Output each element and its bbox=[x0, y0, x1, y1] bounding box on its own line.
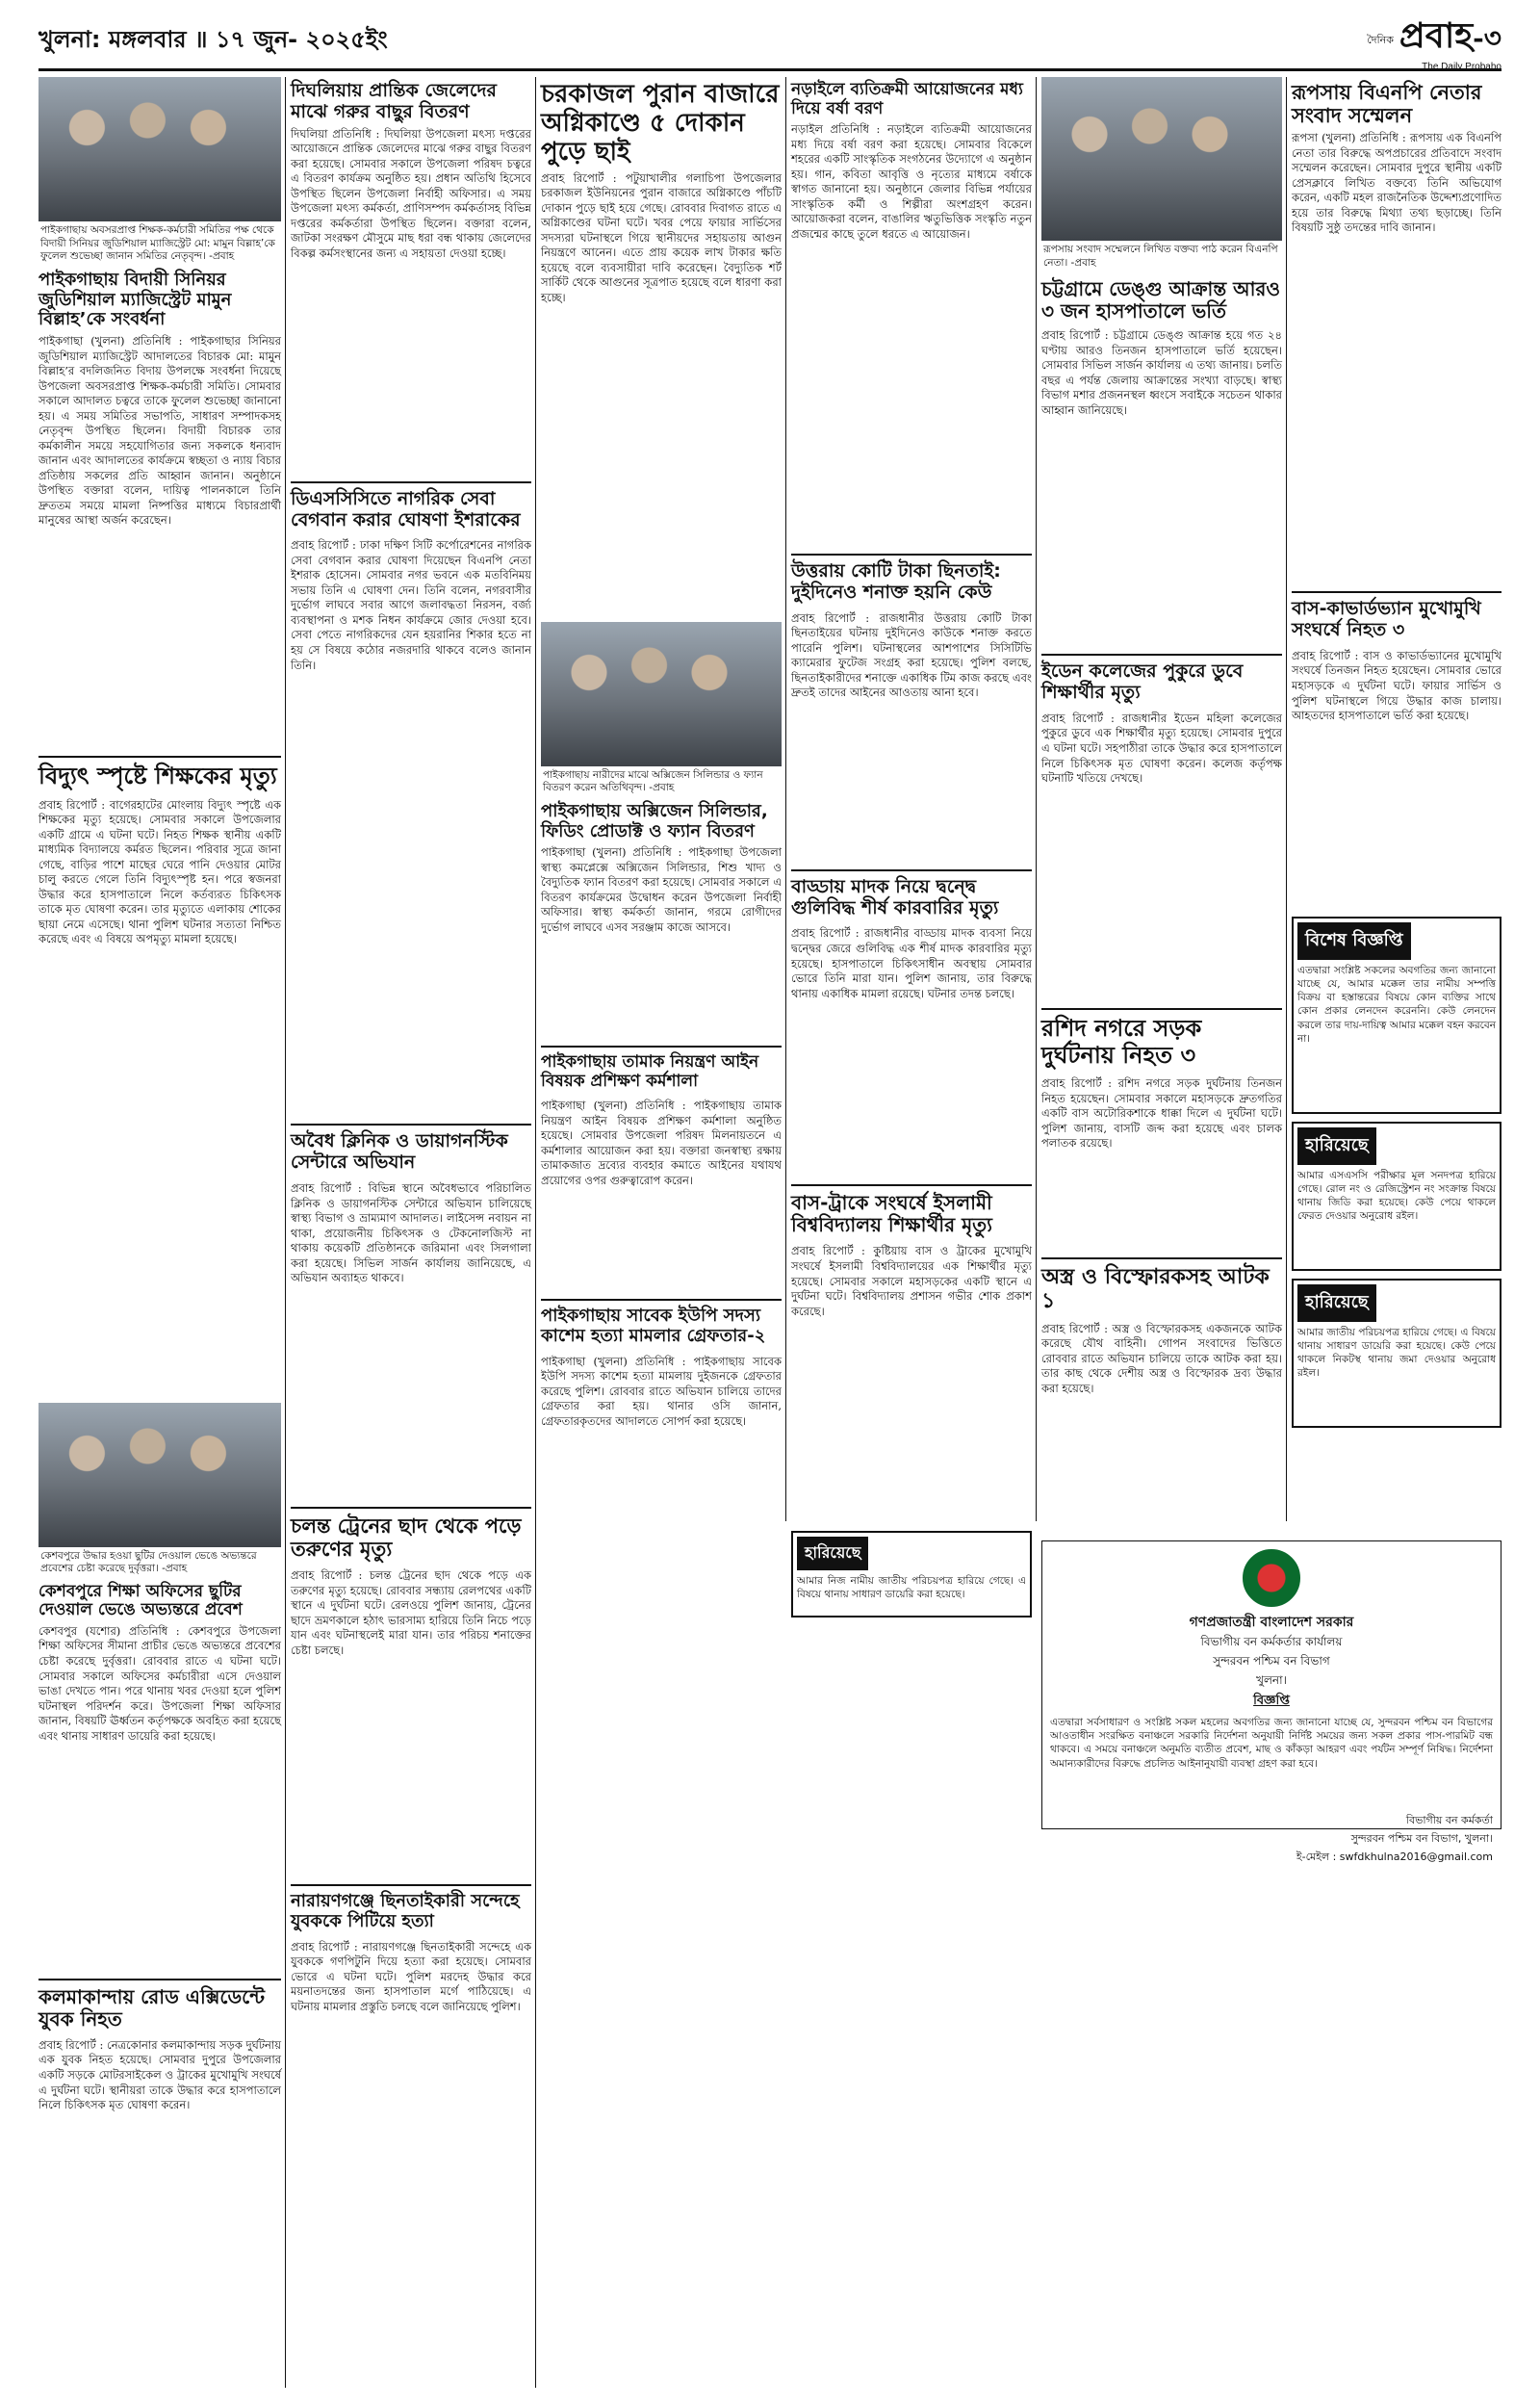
news-photo bbox=[541, 622, 782, 766]
article-body: প্রবাহ রিপোর্ট : ঢাকা দক্ষিণ সিটি কর্পোরেশনের নাগরিক সেবা বেগবান করার ঘোষণা দিয়েছেন বিএনপি নেতা ইশরাক হোসেন। সোমবার নগর ভবনে এক মতবিনিময় সভায় তিনি এ ঘোষণা দেন। তিনি বলেন, নগরবাসীর দুর্ভোগ লাঘবে সবার আগে জলাবদ্ধতা নিরসন, বর্জ্য ব্যবস্থাপনা ও মশক নিধন কার্যক্রমে জোর দেওয়া হবে। সেবা পেতে নাগরিকদের যেন হয়রানির শিকার হতে না হয় সে বিষয়ে কঠোর নজরদারি থাকবে বলেও জানান তিনি। bbox=[291, 538, 531, 672]
column-1 bbox=[38, 77, 281, 2388]
news-photo bbox=[1041, 77, 1282, 241]
govt-notice bbox=[1041, 1540, 1502, 1863]
headline: পাইকগাছায় অক্সিজেন সিলিন্ডার, ফিডিং প্রোডাক্ট ও ফ্যান বিতরণ bbox=[541, 800, 768, 841]
bangladesh-emblem-icon bbox=[1243, 1549, 1300, 1607]
headline: দিঘলিয়ায় প্রান্তিক জেলেদের মাঝে গরুর বাছুর বিতরণ bbox=[291, 80, 497, 122]
notice-heading: বিজ্ঞপ্তি bbox=[1253, 1694, 1290, 1708]
headline: পাইকগাছায় সাবেক ইউপি সদস্য কাশেম হত্যা মামলার গ্রেফতার-২ bbox=[541, 1299, 782, 1346]
signatory-name: বিভাগীয় বন কর্মকর্তা bbox=[1405, 1814, 1493, 1826]
headline: নারায়ণগঞ্জে ছিনতাইকারী সন্দেহে যুবককে পিটিয়ে হত্যা bbox=[291, 1884, 531, 1931]
article-body: প্রবাহ রিপোর্ট : রাজধানীর বাড্ডায় মাদক ব্যবসা নিয়ে দ্বন্দ্বের জেরে গুলিবিদ্ধ এক শীর্ষ মাদক কারবারির মৃত্যু হয়েছে। হাসপাতালে চিকিৎসাধীন অবস্থায় সোমবার ভোরে তিনি মারা যান। পুলিশ জানায়, তার বিরুদ্ধে থানায় একাধিক মামলা রয়েছে। ঘটনার তদন্ত চলছে। bbox=[791, 926, 1032, 1000]
headline: কলমাকান্দায় রোড এক্সিডেন্টে যুবক নিহত bbox=[38, 1979, 281, 2031]
headline: অবৈধ ক্লিনিক ও ডায়াগনস্টিক সেন্টারে অভিযান bbox=[291, 1124, 531, 1174]
issue-date: খুলনা: মঙ্গলবার ॥ ১৭ জুন- ২০২৫ইং bbox=[38, 25, 388, 53]
column-3 bbox=[541, 77, 782, 1521]
notice-body: আমার নিজ নামীয় জাতীয় পরিচয়পত্র হারিয়ে গেছে। এ বিষয়ে থানায় সাধারণ ডায়েরি করা হয়েছে। bbox=[797, 1575, 1026, 1601]
headline: কেশবপুরে শিক্ষা অফিসের ছুটির দেওয়াল ভেঙে অভ্যন্তরে প্রবেশ bbox=[38, 1581, 243, 1620]
headline: ইডেন কলেজের পুকুরে ডুবে শিক্ষার্থীর মৃত্যু bbox=[1041, 654, 1282, 704]
headline: রশিদ নগরে সড়ক দুর্ঘটনায় নিহত ৩ bbox=[1041, 1008, 1282, 1069]
article-body: কেশবপুর (যশোর) প্রতিনিধি : কেশবপুরে উপজেলা শিক্ষা অফিসের সীমানা প্রাচীর ভেঙে অভ্যন্তরে প্রবেশের চেষ্টা করেছে দুর্বৃত্তরা। রোববার রাতে এ ঘটনা ঘটে। সোমবার সকালে অফিসের কর্মচারীরা এসে দেওয়াল ভাঙা দেখতে পান। পরে থানায় খবর দেওয়া হলে পুলিশ ঘটনাস্থল পরিদর্শন করে। উপজেলা শিক্ষা অফিসার জানান, বিষয়টি ঊর্ধ্বতন কর্তৃপক্ষকে অবহিত করা হয়েছে এবং থানায় সাধারণ ডায়েরি করা হয়েছে। bbox=[38, 1623, 282, 1743]
masthead bbox=[38, 13, 1502, 71]
notice-body: এতদ্বারা সর্বসাধারণ ও সংশ্লিষ্ট সকল মহলের অবগতির জন্য জানানো যাচ্ছে যে, সুন্দরবন পশ্চিম বন বিভাগের আওতাধীন সংরক্ষিত বনাঞ্চলে সরকারি নির্দেশনা অনুযায়ী নির্দিষ্ট সময়ের জন্য সকল প্রকার পাস-পারমিট বন্ধ থাকবে। এ সময়ে বনাঞ্চলে অনুমতি ব্যতীত প্রবেশ, মাছ ও কাঁকড়া আহরণ এবং পর্যটন সম্পূর্ণ নিষিদ্ধ। নির্দেশনা অমান্যকারীদের বিরুদ্ধে প্রচলিত আইনানুযায়ী ব্যবস্থা গ্রহণ করা হবে। bbox=[1050, 1717, 1493, 1770]
news-photo bbox=[38, 1403, 281, 1547]
special-notice bbox=[1292, 917, 1502, 1114]
headline: বিদ্যুৎ স্পৃষ্টে শিক্ষকের মৃত্যু bbox=[38, 756, 281, 790]
article-body: রূপসা (খুলনা) প্রতিনিধি : রূপসায় এক বিএনপি নেতা তার বিরুদ্ধে অপপ্রচারের প্রতিবাদে সংবাদ সম্মেলন করেছেন। সোমবার দুপুরে স্থানীয় একটি প্রেসক্লাবে লিখিত বক্তব্যে তিনি অভিযোগ করেন, একটি মহল রাজনৈতিক উদ্দেশ্যপ্রণোদিত হয়ে তার বিরুদ্ধে মিথ্যা তথ্য ছড়াচ্ছে। তিনি বিষয়টি সুষ্ঠু তদন্তের দাবি জানান। bbox=[1292, 131, 1502, 235]
notice-body: আমার জাতীয় পরিচয়পত্র হারিয়ে গেছে। এ বিষয়ে থানায় সাধারণ ডায়েরি করা হয়েছে। কেউ পেয়ে থাকলে নিকটস্থ থানায় জমা দেওয়ার অনুরোধ রইল। bbox=[1297, 1326, 1496, 1380]
photo-caption: কেশবপুরে উদ্ধার হওয়া ছুটির দেওয়াল ভেঙে অভ্যন্তরে প্রবেশের চেষ্টা করেছে দুর্বৃত্তরা। -প্রবাহ bbox=[40, 1549, 257, 1575]
signatory bbox=[1050, 1812, 1493, 1867]
lost-notice bbox=[1292, 1122, 1502, 1271]
column-rule bbox=[535, 77, 536, 2388]
contact-email: ই-মেইল : swfdkhulna2016@gmail.com bbox=[1296, 1851, 1493, 1863]
column-5 bbox=[1041, 77, 1282, 1521]
notice-title: বিশেষ বিজ্ঞপ্তি bbox=[1297, 922, 1411, 960]
article-body: পাইকগাছা (খুলনা) প্রতিনিধি : পাইকগাছায় সাবেক ইউপি সদস্য কাশেম হত্যা মামলায় দুইজনকে গ্রেফতার করেছে পুলিশ। রোববার রাতে অভিযান চালিয়ে তাদের গ্রেফতার করা হয়। থানার ওসি জানান, গ্রেফতারকৃতদের আদালতে সোপর্দ করা হয়েছে। bbox=[541, 1354, 782, 1428]
govt-title: গণপ্রজাতন্ত্রী বাংলাদেশ সরকার bbox=[1189, 1615, 1354, 1630]
photo-caption: পাইকগাছায় নারীদের মাঝে অক্সিজেন সিলিন্ডার ও ফ্যান বিতরণ করেন অতিথিবৃন্দ। -প্রবাহ bbox=[543, 768, 763, 794]
column-rule bbox=[1286, 77, 1287, 1521]
notice-body: এতদ্বারা সংশ্লিষ্ট সকলের অবগতির জন্য জানানো যাচ্ছে যে, আমার মক্কেল তার নামীয় সম্পত্তি বিক্রয় বা হস্তান্তরের বিষয়ে কোন ব্যক্তির সাথে কোন প্রকার লেনদেন করেননি। কেউ লেনদেন করলে তার দায়-দায়িত্ব আমার মক্কেল বহন করবেন না। bbox=[1297, 964, 1496, 1045]
column-4 bbox=[791, 77, 1032, 1521]
headline: চলন্ত ট্রেনের ছাদ থেকে পড়ে তরুণের মৃত্যু bbox=[291, 1507, 531, 1561]
headline: চরকাজল পুরান বাজারে অগ্নিকাণ্ডে ৫ দোকান পুড়ে ছাই bbox=[541, 80, 780, 167]
news-photo bbox=[38, 77, 281, 221]
notice-title: হারিয়েছে bbox=[797, 1537, 868, 1570]
article-body: প্রবাহ রিপোর্ট : চলন্ত ট্রেনের ছাদ থেকে পড়ে এক তরুণের মৃত্যু হয়েছে। রোববার সন্ধ্যায় রেলপথের একটি স্থানে এ দুর্ঘটনা ঘটে। রেলওয়ে পুলিশ জানায়, ট্রেনের ছাদে ভ্রমণকালে হঠাৎ ভারসাম্য হারিয়ে তিনি নিচে পড়ে যান এবং ঘটনাস্থলেই মারা যান। তার পরিচয় শনাক্তের চেষ্টা চলছে। bbox=[291, 1568, 531, 1657]
headline: চট্টগ্রামে ডেঙ্গু আক্রান্ত আরও ৩ জন হাসপাতালে ভর্তি bbox=[1041, 277, 1281, 324]
headline: বাড্ডায় মাদক নিয়ে দ্বন্দ্বে গুলিবিদ্ধ শীর্ষ কারবারির মৃত্যু bbox=[791, 869, 1032, 919]
headline: নড়াইলে ব্যতিক্রমী আয়োজনের মধ্য দিয়ে বর্ষা বরণ bbox=[791, 80, 1023, 118]
photo-caption: রূপসায় সংবাদ সম্মেলনে লিখিত বক্তব্য পাঠ করেন বিএনপি নেতা। -প্রবাহ bbox=[1043, 244, 1278, 269]
photo-caption: পাইকগাছায় অবসরপ্রাপ্ত শিক্ষক-কর্মচারী সমিতির পক্ষ থেকে বিদায়ী সিনিয়র জুডিশিয়াল ম্যাজিস্ট্রেট মো: মামুন বিল্লাহ’কে ফুলেল শুভেচ্ছা জানান সমিতির নেতৃবৃন্দ। -প্রবাহ bbox=[40, 224, 275, 263]
headline: উত্তরায় কোটি টাকা ছিনতাই: দুইদিনেও শনাক্ত হয়নি কেউ bbox=[791, 554, 1032, 604]
notice-title: হারিয়েছে bbox=[1297, 1284, 1376, 1322]
column-2 bbox=[291, 77, 531, 2388]
logo-subtitle: The Daily Probaho bbox=[1422, 62, 1502, 72]
signatory-office: সুন্দরবন পশ্চিম বন বিভাগ, খুলনা। bbox=[1350, 1832, 1493, 1845]
article-body: প্রবাহ রিপোর্ট : রশিদ নগরে সড়ক দুর্ঘটনায় তিনজন নিহত হয়েছেন। সোমবার সকালে মহাসড়কে দ্রুতগতির একটি বাস অটোরিকশাকে ধাক্কা দিলে এ দুর্ঘটনা ঘটে। পুলিশ জানায়, বাসটি জব্দ করা হয়েছে এবং চালক পলাতক রয়েছে। bbox=[1041, 1076, 1282, 1151]
column-rule bbox=[785, 77, 786, 1521]
article-body: প্রবাহ রিপোর্ট : নেত্রকোনার কলমাকান্দায় সড়ক দুর্ঘটনায় এক যুবক নিহত হয়েছে। সোমবার দুপুরে উপজেলার একটি সড়কে মোটরসাইকেল ও ট্রাকের মুখোমুখি সংঘর্ষে এ দুর্ঘটনা ঘটে। স্থানীয়রা তাকে উদ্ধার করে হাসপাতালে নিলে চিকিৎসক মৃত ঘোষণা করেন। bbox=[38, 2037, 281, 2112]
article-body: প্রবাহ রিপোর্ট : রাজধানীর উত্তরায় কোটি টাকা ছিনতাইয়ের ঘটনায় দুইদিনেও কাউকে শনাক্ত করতে পারেনি পুলিশ। ঘটনাস্থলের আশপাশের সিসিটিভি ক্যামেরার ফুটেজ সংগ্রহ করা হয়েছে। পুলিশ বলছে, ছিনতাইকারীদের শনাক্তে একাধিক টিম কাজ করছে এবং দ্রুতই তাদের আইনের আওতায় আনা হবে। bbox=[791, 610, 1032, 700]
article-body: প্রবাহ রিপোর্ট : বাগেরহাটের মোংলায় বিদ্যুৎ স্পৃষ্টে এক শিক্ষকের মৃত্যু হয়েছে। সোমবার সকালে উপজেলার একটি গ্রামে এ ঘটনা ঘটে। নিহত শিক্ষক স্থানীয় একটি মাধ্যমিক বিদ্যালয়ে কর্মরত ছিলেন। পরিবার সূত্রে জানা গেছে, বাড়ির পাশে মাছের ঘেরে পানি দেওয়ার মোটর চালু করতে গেলে তিনি বিদ্যুৎস্পৃষ্ট হন। পরে স্বজনরা উদ্ধার করে হাসপাতালে নিলে কর্তব্যরত চিকিৎসক তাকে মৃত ঘোষণা করেন। তার মৃত্যুতে এলাকায় শোকের ছায়া নেমে এসেছে। থানা পুলিশ ঘটনার সত্যতা নিশ্চিত করেছে এবং এ বিষয়ে অপমৃত্যু মামলা হয়েছে। bbox=[38, 797, 281, 946]
article-body: প্রবাহ রিপোর্ট : কুষ্টিয়ায় বাস ও ট্রাকের মুখোমুখি সংঘর্ষে ইসলামী বিশ্ববিদ্যালয়ের এক শিক্ষার্থীর মৃত্যু হয়েছে। সোমবার সকালে মহাসড়কের একটি স্থানে এ দুর্ঘটনা ঘটে। বিশ্ববিদ্যালয় প্রশাসন গভীর শোক প্রকাশ করেছে। bbox=[791, 1244, 1032, 1318]
headline: বাস-ট্রাকে সংঘর্ষে ইসলামী বিশ্ববিদ্যালয় শিক্ষার্থীর মৃত্যু bbox=[791, 1184, 1032, 1236]
headline: ডিএসসিসিতে নাগরিক সেবা বেগবান করার ঘোষণা ইশরাকের bbox=[291, 481, 531, 531]
article-body: পাইকগাছা (খুলনা) প্রতিনিধি : পাইকগাছা উপজেলা স্বাস্থ্য কমপ্লেক্সে অক্সিজেন সিলিন্ডার, শিশু খাদ্য ও বৈদ্যুতিক ফ্যান বিতরণ করা হয়েছে। সোমবার সকালে এ বিতরণ কার্যক্রমের উদ্বোধন করেন উপজেলা নির্বাহী অফিসার। স্বাস্থ্য কর্মকর্তা জানান, গরমে রোগীদের দুর্ভোগ লাঘবে এসব সরঞ্জাম কাজে আসবে। bbox=[541, 845, 782, 934]
article-body: প্রবাহ রিপোর্ট : নারায়ণগঞ্জে ছিনতাইকারী সন্দেহে এক যুবককে গণপিটুনি দিয়ে হত্যা করা হয়েছে। সোমবার ভোরে এ ঘটনা ঘটে। পুলিশ মরদেহ উদ্ধার করে ময়নাতদন্তের জন্য হাসপাতাল মর্গে পাঠিয়েছে। এ ঘটনায় মামলার প্রস্তুতি চলছে বলে জানিয়েছে পুলিশ। bbox=[291, 1939, 531, 2013]
headline: পাইকগাছায় তামাক নিয়ন্ত্রণ আইন বিষয়ক প্রশিক্ষণ কর্মশালা bbox=[541, 1046, 782, 1091]
headline: বাস-কাভার্ডভ্যান মুখোমুখি সংঘর্ষে নিহত ৩ bbox=[1292, 591, 1502, 641]
article-body: প্রবাহ রিপোর্ট : অস্ত্র ও বিস্ফোরকসহ একজনকে আটক করেছে যৌথ বাহিনী। গোপন সংবাদের ভিত্তিতে রোববার রাতে অভিযান চালিয়ে তাকে আটক করা হয়। তার কাছ থেকে দেশীয় অস্ত্র ও বিস্ফোরক দ্রব্য উদ্ধার করা হয়েছে। bbox=[1041, 1321, 1282, 1395]
article-body: নড়াইল প্রতিনিধি : নড়াইলে ব্যতিক্রমী আয়োজনের মধ্য দিয়ে বর্ষা বরণ করা হয়েছে। সোমবার বিকেলে শহরের একটি সাংস্কৃতিক সংগঠনের উদ্যোগে এ অনুষ্ঠান হয়। গান, কবিতা আবৃত্তি ও নৃত্যের মাধ্যমে বর্ষাকে স্বাগত জানানো হয়। অনুষ্ঠানে জেলার বিভিন্ন পর্যায়ের সাংস্কৃতিক কর্মী ও শিল্পীরা অংশগ্রহণ করেন। আয়োজকরা বলেন, বাঙালির ঋতুভিত্তিক সংস্কৃতি নতুন প্রজন্মের কাছে তুলে ধরতে এ আয়োজন। bbox=[791, 122, 1032, 241]
article-body: পাইকগাছা (খুলনা) প্রতিনিধি : পাইকগাছায় তামাক নিয়ন্ত্রণ আইন বিষয়ক প্রশিক্ষণ কর্মশালা অনুষ্ঠিত হয়েছে। সোমবার উপজেলা পরিষদ মিলনায়তনে এ কর্মশালার আয়োজন করা হয়। বক্তারা জনস্বাস্থ্য রক্ষায় তামাকজাত দ্রব্যের ব্যবহার কমাতে আইনের যথাযথ প্রয়োগের ওপর গুরুত্বারোপ করেন। bbox=[541, 1099, 782, 1187]
headline: রূপসায় বিএনপি নেতার সংবাদ সম্মেলন bbox=[1292, 81, 1482, 128]
article-body: পাইকগাছা (খুলনা) প্রতিনিধি : পাইকগাছার সিনিয়র জুডিশিয়াল ম্যাজিস্ট্রেট আদালতের বিচারক মো: মামুন বিল্লাহ’র বদলিজনিত বিদায় উপলক্ষে সংবর্ধনা দিয়েছে উপজেলা অবসরপ্রাপ্ত শিক্ষক-কর্মচারী সমিতি। সোমবার সকালে আদালত চত্বরে তাকে ফুলেল শুভেচ্ছা জানানো হয়। এ সময় সমিতির সভাপতি, সাধারণ সম্পাদকসহ নেতৃবৃন্দ উপস্থিত ছিলেন। বিদায়ী বিচারক তার কর্মকালীন সময়ে সহযোগিতার জন্য সকলকে ধন্যবাদ জানান এবং আদালতের কার্যক্রমে স্বচ্ছতা ও ন্যায় বিচার প্রতিষ্ঠায় সকলের প্রতি আহ্বান জানান। অনুষ্ঠানে উপস্থিত বক্তারা বলেন, দায়িত্ব পালনকালে তিনি দ্রুততম সময়ে মামলা নিষ্পত্তির মাধ্যমে বিচারপ্রার্থী মানুষের আস্থা অর্জন করেছেন। bbox=[38, 333, 281, 528]
article-body: প্রবাহ রিপোর্ট : চট্টগ্রামে ডেঙ্গু আক্রান্ত হয়ে গত ২৪ ঘণ্টায় আরও তিনজন হাসপাতালে ভর্তি হয়েছেন। সোমবার সিভিল সার্জন কার্যালয় এ তথ্য জানায়। চলতি বছর এ পর্যন্ত জেলায় আক্রান্তের সংখ্যা বাড়ছে। স্বাস্থ্য বিভাগ মশার প্রজননস্থল ধ্বংসে সবাইকে সচেতন থাকার আহ্বান জানিয়েছে। bbox=[1041, 328, 1282, 417]
newspaper-page bbox=[38, 77, 1502, 2388]
page-number: -৩ bbox=[1473, 22, 1502, 54]
article-body: প্রবাহ রিপোর্ট : রাজধানীর ইডেন মহিলা কলেজের পুকুরে ডুবে এক শিক্ষার্থীর মৃত্যু হয়েছে। সোমবার দুপুরে এ ঘটনা ঘটে। সহপাঠীরা তাকে উদ্ধার করে হাসপাতালে নিলে চিকিৎসক মৃত ঘোষণা করেন। কলেজ কর্তৃপক্ষ ঘটনাটি খতিয়ে দেখছে। bbox=[1041, 711, 1282, 786]
notice-title: হারিয়েছে bbox=[1297, 1127, 1376, 1165]
column-rule bbox=[1036, 77, 1037, 1521]
logo-text: প্রবাহ bbox=[1399, 15, 1474, 56]
notice-body: আমার এসএসসি পরীক্ষার মূল সনদপত্র হারিয়ে গেছে। রোল নং ও রেজিস্ট্রেশন নং সংক্রান্ত বিষয়ে থানায় জিডি করা হয়েছে। কেউ পেয়ে থাকলে ফেরত দেওয়ার অনুরোধ রইল। bbox=[1297, 1169, 1496, 1223]
column-rule bbox=[285, 77, 286, 2388]
article-body: প্রবাহ রিপোর্ট : বাস ও কাভার্ডভ্যানের মুখোমুখি সংঘর্ষে তিনজন নিহত হয়েছেন। সোমবার ভোরে মহাসড়কে এ দুর্ঘটনা ঘটে। ফায়ার সার্ভিস ও পুলিশ ঘটনাস্থলে গিয়ে উদ্ধার কাজ চালায়। আহতদের হাসপাতালে ভর্তি করা হয়েছে। bbox=[1292, 648, 1502, 723]
office-location: খুলনা। bbox=[1256, 1673, 1287, 1687]
office-name: বিভাগীয় বন কর্মকর্তার কার্যালয় bbox=[1200, 1635, 1343, 1648]
article-body: প্রবাহ রিপোর্ট : বিভিন্ন স্থানে অবৈধভাবে পরিচালিত ক্লিনিক ও ডায়াগনস্টিক সেন্টারে অভিযান চালিয়েছে স্বাস্থ্য বিভাগ ও ভ্রাম্যমাণ আদালত। লাইসেন্স নবায়ন না থাকা, প্রয়োজনীয় চিকিৎসক ও টেকনোলজিস্ট না থাকায় কয়েকটি প্রতিষ্ঠানকে জরিমানা এবং সিলগালা করা হয়েছে। সিভিল সার্জন কার্যালয় জানিয়েছে, এ অভিযান অব্যাহত থাকবে। bbox=[291, 1181, 531, 1285]
lost-notice bbox=[1292, 1279, 1502, 1428]
column-6 bbox=[1292, 77, 1502, 1521]
headline: পাইকগাছায় বিদায়ী সিনিয়র জুডিশিয়াল ম্যাজিস্ট্রেট মামুন বিল্লাহ’কে সংবর্ধনা bbox=[38, 269, 232, 330]
article-body: দিঘলিয়া প্রতিনিধি : দিঘলিয়া উপজেলা মৎস্য দপ্তরের আয়োজনে প্রান্তিক জেলেদের মাঝে গরুর বাছুর বিতরণ করা হয়েছে। সোমবার সকালে উপজেলা পরিষদ চত্বরে এ বিতরণ কার্যক্রম অনুষ্ঠিত হয়। প্রধান অতিথি হিসেবে উপস্থিত ছিলেন উপজেলা নির্বাহী অফিসার। এ সময় উপজেলা মৎস্য কর্মকর্তা, প্রাণিসম্পদ কর্মকর্তাসহ বিভিন্ন দপ্তরের কর্মকর্তারা উপস্থিত ছিলেন। বক্তারা বলেন, জাটকা সংরক্ষণ মৌসুমে মাছ ধরা বন্ধ থাকায় জেলেদের বিকল্প কর্মসংস্থানের জন্য এ সহায়তা দেওয়া হচ্ছে। bbox=[291, 126, 531, 260]
division-name: সুন্দরবন পশ্চিম বন বিভাগ bbox=[1213, 1654, 1330, 1668]
headline: অস্ত্র ও বিস্ফোরকসহ আটক ১ bbox=[1041, 1257, 1282, 1314]
logo-prefix: দৈনিক bbox=[1367, 34, 1394, 46]
newspaper-logo bbox=[1367, 10, 1502, 72]
lost-notice bbox=[791, 1531, 1032, 1618]
article-body: প্রবাহ রিপোর্ট : পটুয়াখালীর গলাচিপা উপজেলার চরকাজল ইউনিয়নের পুরান বাজারে অগ্নিকাণ্ডে পাঁচটি দোকান পুড়ে ছাই হয়ে গেছে। রোববার দিবাগত রাতে এ অগ্নিকাণ্ডের ঘটনা ঘটে। খবর পেয়ে ফায়ার সার্ভিসের সদস্যরা ঘটনাস্থলে গিয়ে স্থানীয়দের সহায়তায় আগুন নিয়ন্ত্রণে আনেন। এতে প্রায় কয়েক লাখ টাকার ক্ষতি হয়েছে বলে ব্যবসায়ীরা দাবি করেছেন। বৈদ্যুতিক শর্ট সার্কিট থেকে আগুনের সূত্রপাত হয়েছে বলে ধারণা করা হচ্ছে। bbox=[541, 170, 782, 304]
